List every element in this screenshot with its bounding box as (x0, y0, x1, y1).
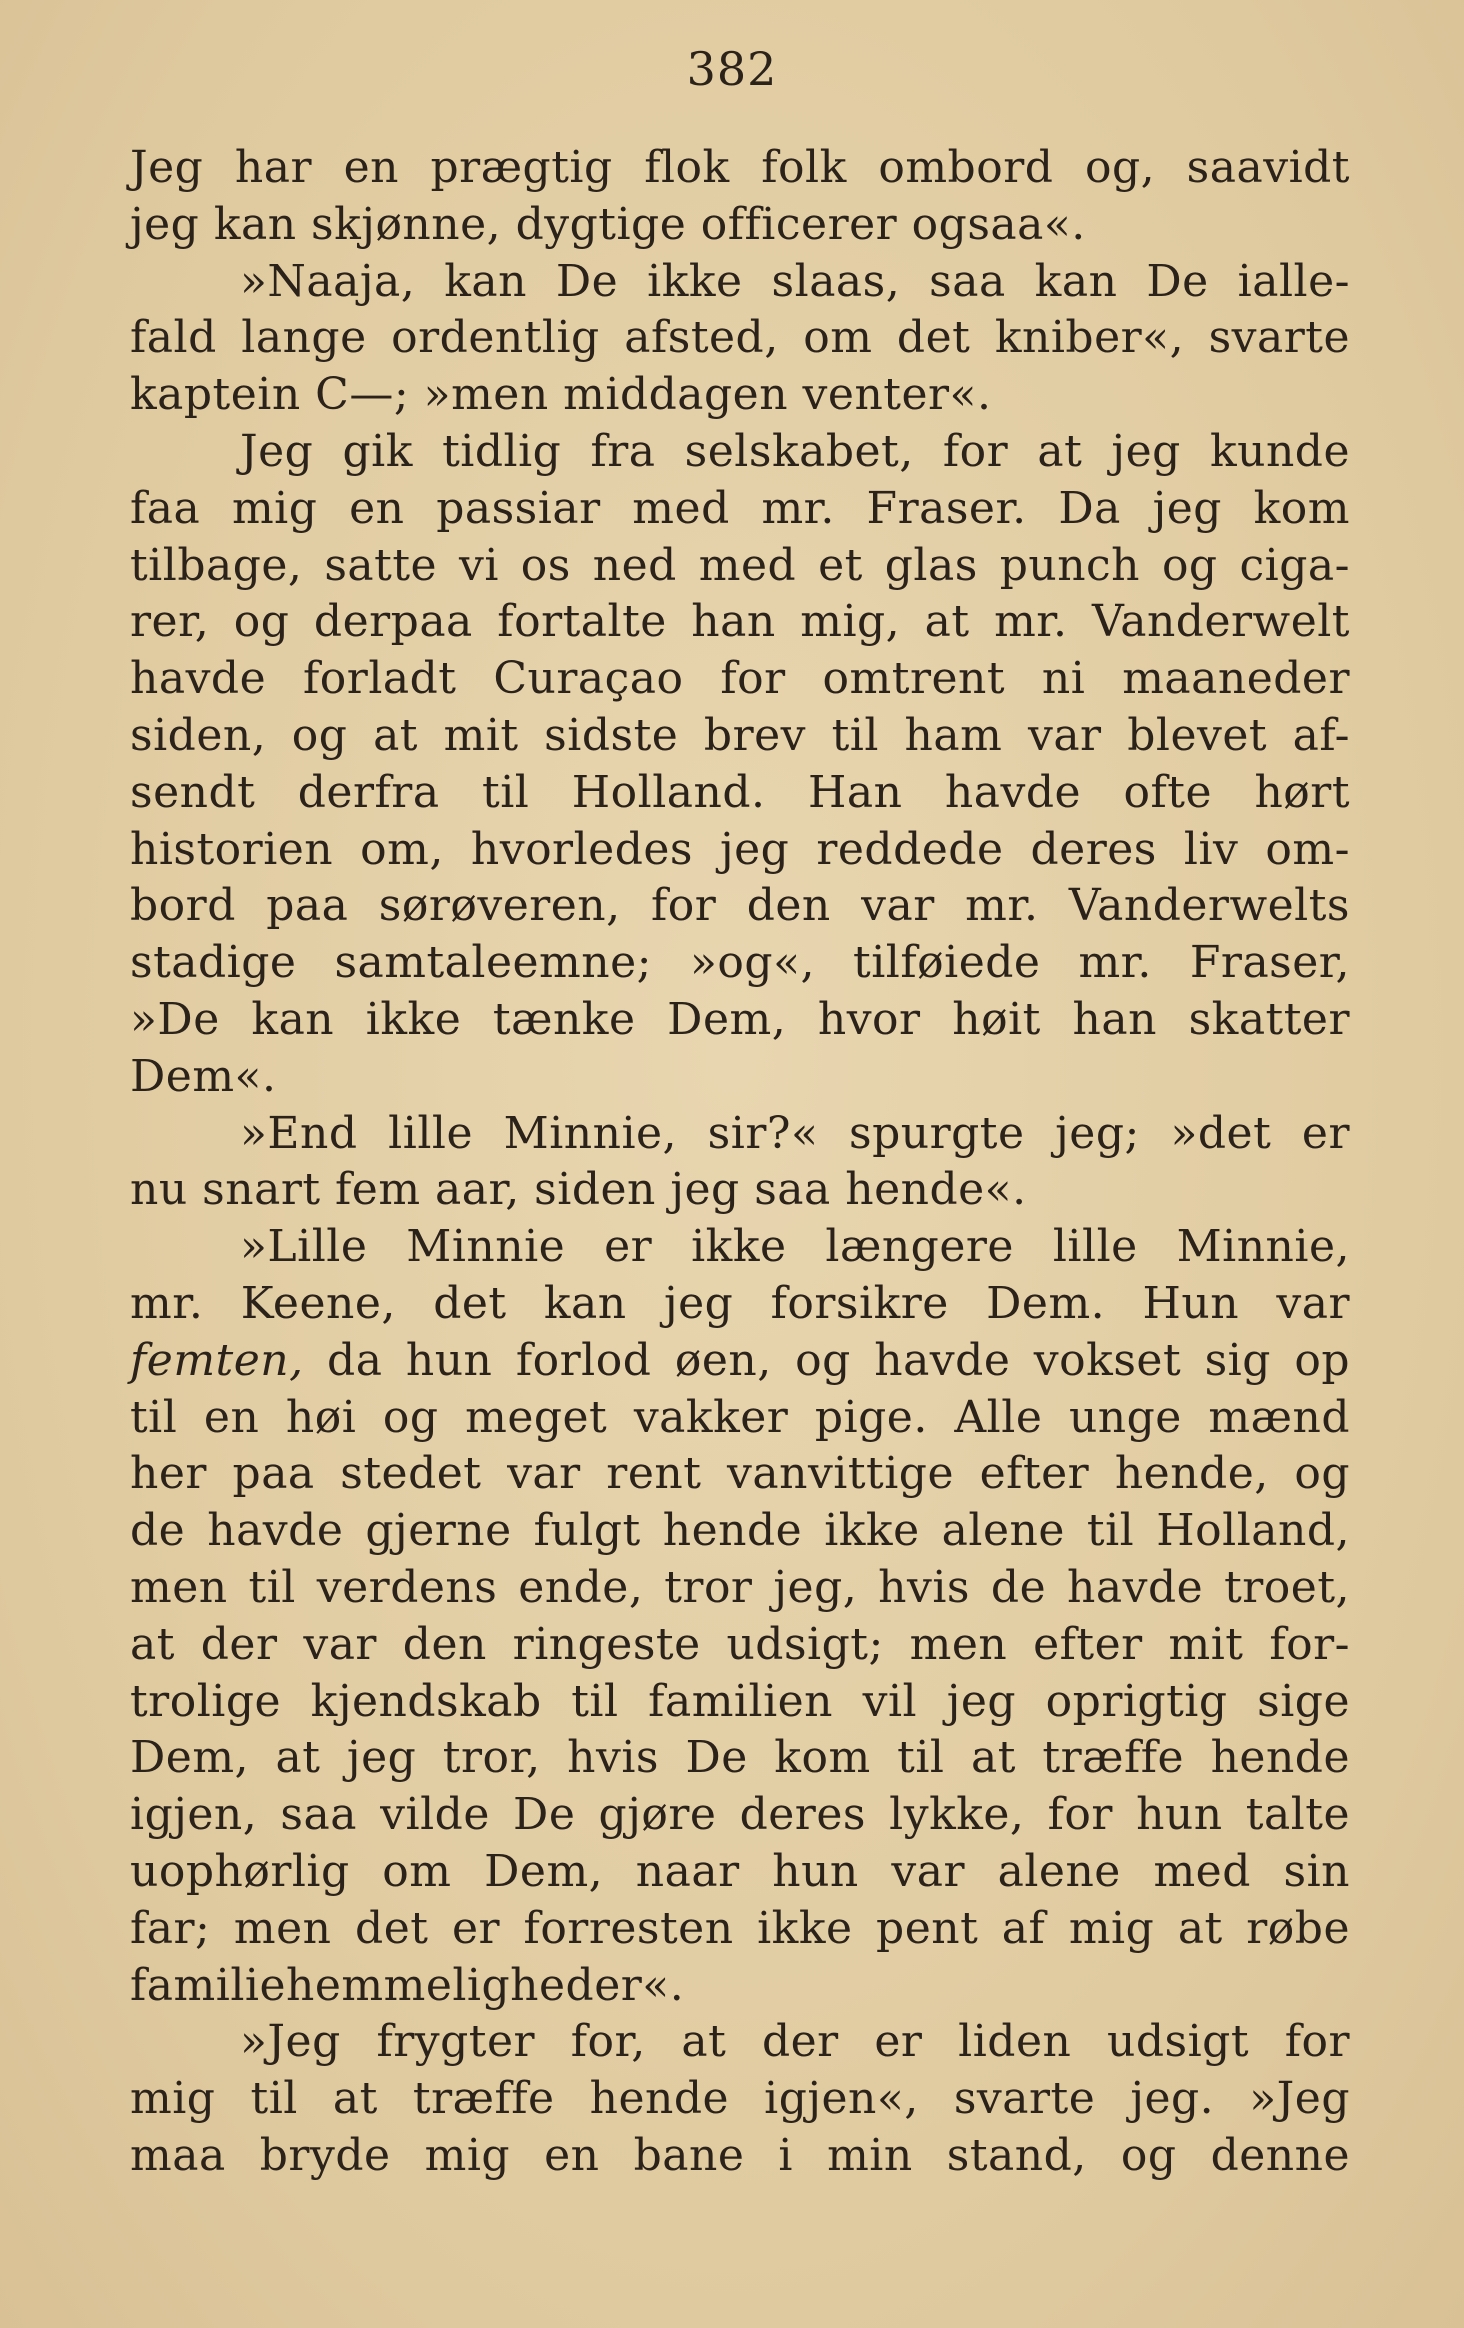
text-line: »Jeg frygter for, at der er liden udsigt for (240, 2016, 1350, 2068)
text-line: havde forladt Curaçao for omtrent ni maaneder (130, 653, 1350, 705)
text-line: maa bryde mig en bane i min stand, og denne (130, 2129, 1350, 2181)
text-line: »End lille Minnie, sir?« spurgte jeg; »det er (240, 1107, 1350, 1159)
text-line: trolige kjendskab til familien vil jeg oprigtig sige (130, 1675, 1350, 1727)
text-line: faa mig en passiar med mr. Fraser. Da jeg kom (130, 482, 1350, 534)
text-line: Jeg gik tidlig fra selskabet, for at jeg kunde (240, 425, 1350, 477)
text-line: siden, og at mit sidste brev til ham var blevet af- (130, 709, 1350, 761)
text-line: her paa stedet var rent vanvittige efter hende, og (130, 1448, 1350, 1500)
text-line: tilbage, satte vi os ned med et glas punch og ciga- (130, 539, 1350, 591)
text-line: mr. Keene, det kan jeg forsikre Dem. Hun var (130, 1277, 1350, 1329)
text-line: Jeg har en prægtig flok folk ombord og, saavidt (130, 142, 1350, 193)
text-line: bord paa sørøveren, for den var mr. Vanderwelts (130, 880, 1350, 932)
text-line: igjen, saa vilde De gjøre deres lykke, for hun talte (130, 1789, 1350, 1841)
text-line: uophørlig om Dem, naar hun var alene med sin (130, 1845, 1350, 1897)
text-line: de havde gjerne fulgt hende ikke alene til Holland, (130, 1505, 1350, 1557)
text-line: far; men det er forresten ikke pent af mig at røbe (130, 1902, 1350, 1954)
text-line: »Lille Minnie er ikke længere lille Minnie, (240, 1221, 1350, 1273)
text-line: »De kan ikke tænke Dem, hvor høit han skatter (130, 993, 1350, 1045)
text-line: sendt derfra til Holland. Han havde ofte hørt (130, 766, 1350, 818)
text-line: »Naaja, kan De ikke slaas, saa kan De ialle- (240, 255, 1350, 307)
text-line: fald lange ordentlig afsted, om det kniber«, svarte (130, 312, 1350, 364)
text-line: historien om, hvorledes jeg reddede deres liv om- (130, 823, 1350, 875)
text-line: stadige samtaleemne; »og«, tilføiede mr. Fraser, (130, 937, 1350, 989)
text-line: kaptein C—; »men middagen venter«. (130, 369, 992, 421)
page-number: 382 (686, 42, 778, 96)
text-line: men til verdens ende, tror jeg, hvis de havde troet, (130, 1561, 1350, 1613)
text-line: jeg kan skjønne, dygtige officerer ogsaa«. (130, 198, 1086, 250)
text-line: rer, og derpaa fortalte han mig, at mr. Vanderwelt (130, 596, 1350, 648)
text-line: mig til at træffe hende igjen«, svarte jeg. »Jeg (130, 2073, 1350, 2125)
text-line: at der var den ringeste udsigt; men efter mit for- (130, 1618, 1350, 1670)
text-line: til en høi og meget vakker pige. Alle unge mænd (130, 1391, 1350, 1443)
text-line: familiehemmeligheder«. (130, 1959, 685, 2011)
text-line: femten, da hun forlod øen, og havde vokset sig op (130, 1334, 1350, 1386)
text-line: Dem«. (130, 1050, 277, 1102)
text-line: nu snart fem aar, siden jeg saa hende«. (130, 1164, 1027, 1216)
body-text (130, 140, 1350, 2185)
text-line: Dem, at jeg tror, hvis De kom til at træffe hende (130, 1732, 1350, 1784)
